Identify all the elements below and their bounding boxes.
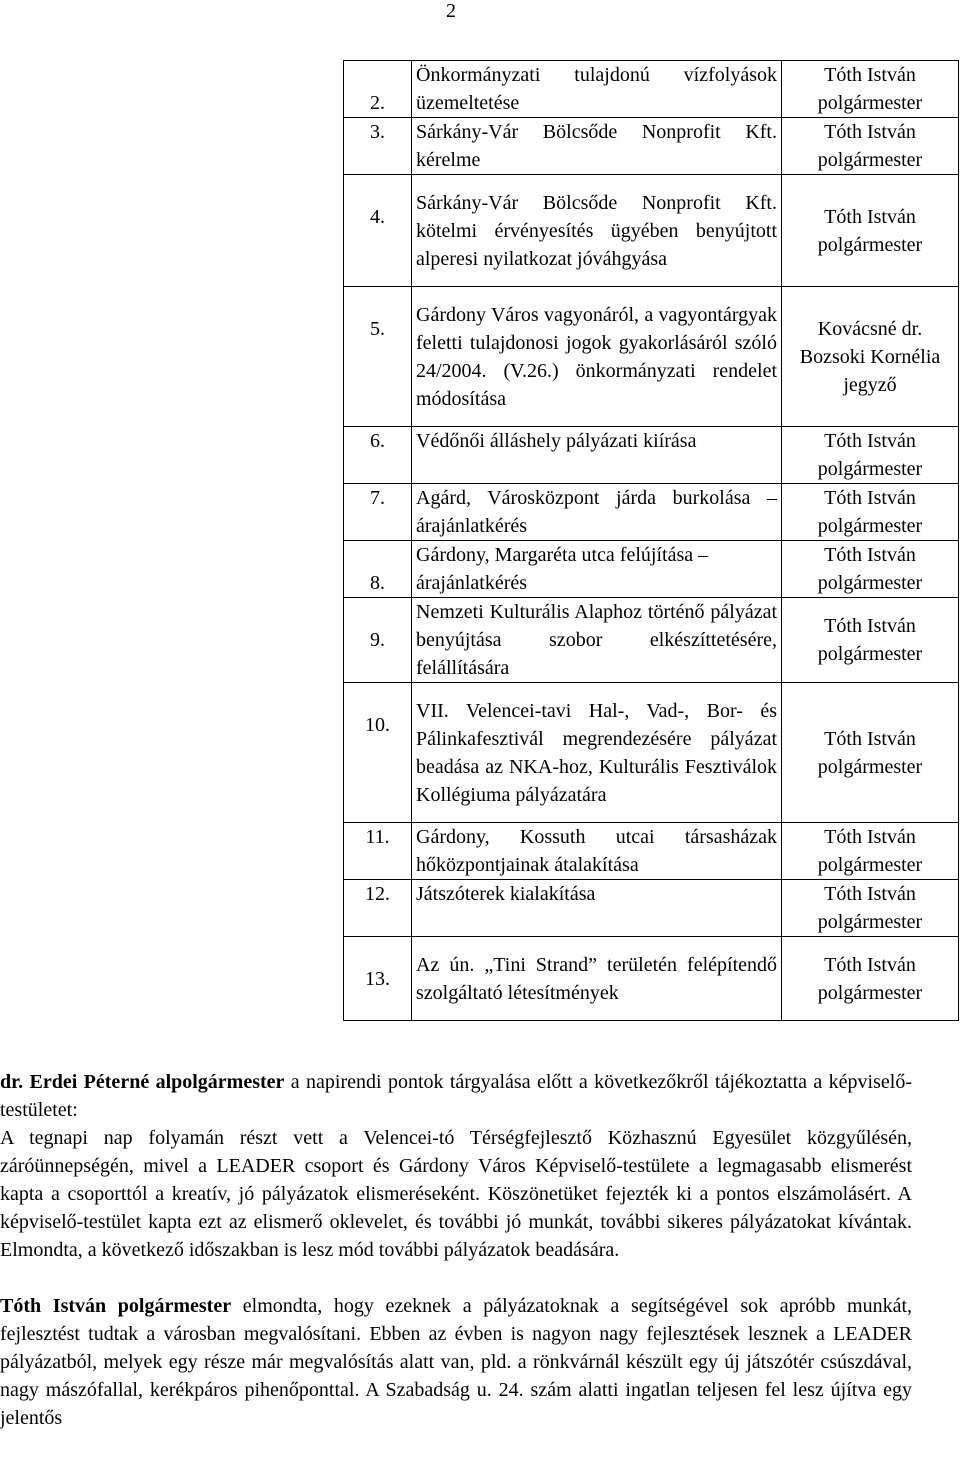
agenda-topic: Önkormányzati tulajdonú vízfolyások üzemeltetése xyxy=(412,61,782,118)
minutes-text xyxy=(0,1068,912,1432)
agenda-number: 2. xyxy=(344,61,412,118)
agenda-number: 5. xyxy=(344,287,412,427)
agenda-responsible: Tóth István polgármester xyxy=(782,683,959,823)
agenda-topic: Sárkány-Vár Bölcsőde Nonprofit Kft. kérelme xyxy=(412,118,782,175)
agenda-row xyxy=(344,823,959,880)
agenda-row xyxy=(344,937,959,1021)
agenda-responsible: Tóth István polgármester xyxy=(782,484,959,541)
agenda-responsible: Tóth István polgármester xyxy=(782,427,959,484)
paragraph-deputy-mayor xyxy=(0,1068,912,1264)
agenda-topic: Játszóterek kialakítása xyxy=(412,880,782,937)
agenda-responsible: Kovácsné dr. Bozsoki Kornélia jegyző xyxy=(782,287,959,427)
agenda-responsible: Tóth István polgármester xyxy=(782,880,959,937)
agenda-number: 13. xyxy=(344,937,412,1021)
agenda-number: 11. xyxy=(344,823,412,880)
agenda-responsible: Tóth István polgármester xyxy=(782,598,959,683)
agenda-responsible: Tóth István polgármester xyxy=(782,61,959,118)
agenda-topic: Védőnői álláshely pályázati kiírása xyxy=(412,427,782,484)
agenda-number: 10. xyxy=(344,683,412,823)
agenda-number: 4. xyxy=(344,175,412,287)
agenda-responsible: Tóth István polgármester xyxy=(782,175,959,287)
paragraph-mayor xyxy=(0,1292,912,1432)
agenda-number: 8. xyxy=(344,541,412,598)
agenda-row xyxy=(344,541,959,598)
agenda-number: 12. xyxy=(344,880,412,937)
speaker-name: Tóth István polgármester xyxy=(0,1295,232,1317)
agenda-responsible: Tóth István polgármester xyxy=(782,937,959,1021)
paragraph-text: A tegnapi nap folyamán részt vett a Velencei-tó Térségfejlesztő Közhasznú Egyesület közgyűlésén, záróünnepségén, mivel a LEADER csoport és Gárdony Város Képviselő-testülete a legmagasabb elismerést kapta a csoporttól a kreatív, jó pályázatok elismeréseként. Köszönetüket fejezték ki a pontos elszámolásért. A képviselő-testület kapta ezt az elismerő oklevelet, és további jó munkát, további sikeres pályázatokat kívántak. Elmondta, a következő időszakban is lesz mód további pályázatok beadására. xyxy=(0,1127,912,1261)
agenda-row xyxy=(344,880,959,937)
agenda-topic: Gárdony Város vagyonáról, a vagyontárgyak feletti tulajdonosi jogok gyakorlásáról szóló 24/2004. (V.26.) önkormányzati rendelet módosítása xyxy=(412,287,782,427)
agenda-number: 9. xyxy=(344,598,412,683)
paragraph-text: elmondta, hogy ezeknek a pályázatoknak a segítségével sok apróbb munkát, fejlesztést tudtak a városban megvalósítani. Ebben az évben is nagyon nagy fejlesztések lesznek a LEADER pályázatból, melyek egy része már megvalósítás alatt van, pld. a rönkvárnál készült egy új játszótér csúszdával, nagy mászófallal, kerékpáros pihenőponttal. A Szabadság u. 24. szám alatti ingatlan teljesen fel lesz újítva egy jelentős xyxy=(0,1295,913,1429)
agenda-number: 6. xyxy=(344,427,412,484)
agenda-topic: Az ún. „Tini Strand” területén felépítendő szolgáltató létesítmények xyxy=(412,937,782,1021)
agenda-number: 3. xyxy=(344,118,412,175)
agenda-row xyxy=(344,61,959,118)
agenda-row xyxy=(344,484,959,541)
agenda-responsible: Tóth István polgármester xyxy=(782,541,959,598)
agenda-row xyxy=(344,427,959,484)
agenda-row xyxy=(344,118,959,175)
agenda-topic: Sárkány-Vár Bölcsőde Nonprofit Kft. kötelmi érvényesítés ügyében benyújtott alperesi nyilatkozat jóváhgyása xyxy=(412,175,782,287)
paragraph-text: a napirendi pontok tárgyalása előtt a következőkről tájékoztatta a képviselő-testületet: xyxy=(0,1071,912,1121)
agenda-topic: Gárdony, Kossuth utcai társasházak hőközpontjainak átalakítása xyxy=(412,823,782,880)
agenda-row xyxy=(344,598,959,683)
agenda-responsible: Tóth István polgármester xyxy=(782,118,959,175)
agenda-topic: VII. Velencei-tavi Hal-, Vad-, Bor- és Pálinkafesztivál megrendezésére pályázat beadása az NKA-hoz, Kulturális Fesztiválok Kollégiuma pályázatára xyxy=(412,683,782,823)
agenda-responsible: Tóth István polgármester xyxy=(782,823,959,880)
agenda-topic: Gárdony, Margaréta utca felújítása – árajánlatkérés xyxy=(412,541,782,598)
agenda-row xyxy=(344,287,959,427)
agenda-topic: Nemzeti Kulturális Alaphoz történő pályázat benyújtása szobor elkészíttetésére, felállítására xyxy=(412,598,782,683)
agenda-number: 7. xyxy=(344,484,412,541)
agenda-table xyxy=(343,60,959,1021)
speaker-name: dr. Erdei Péterné alpolgármester xyxy=(0,1071,285,1093)
agenda-row xyxy=(344,683,959,823)
agenda-topic: Agárd, Városközpont járda burkolása – árajánlatkérés xyxy=(412,484,782,541)
agenda-row xyxy=(344,175,959,287)
page-number: 2 xyxy=(446,0,456,22)
